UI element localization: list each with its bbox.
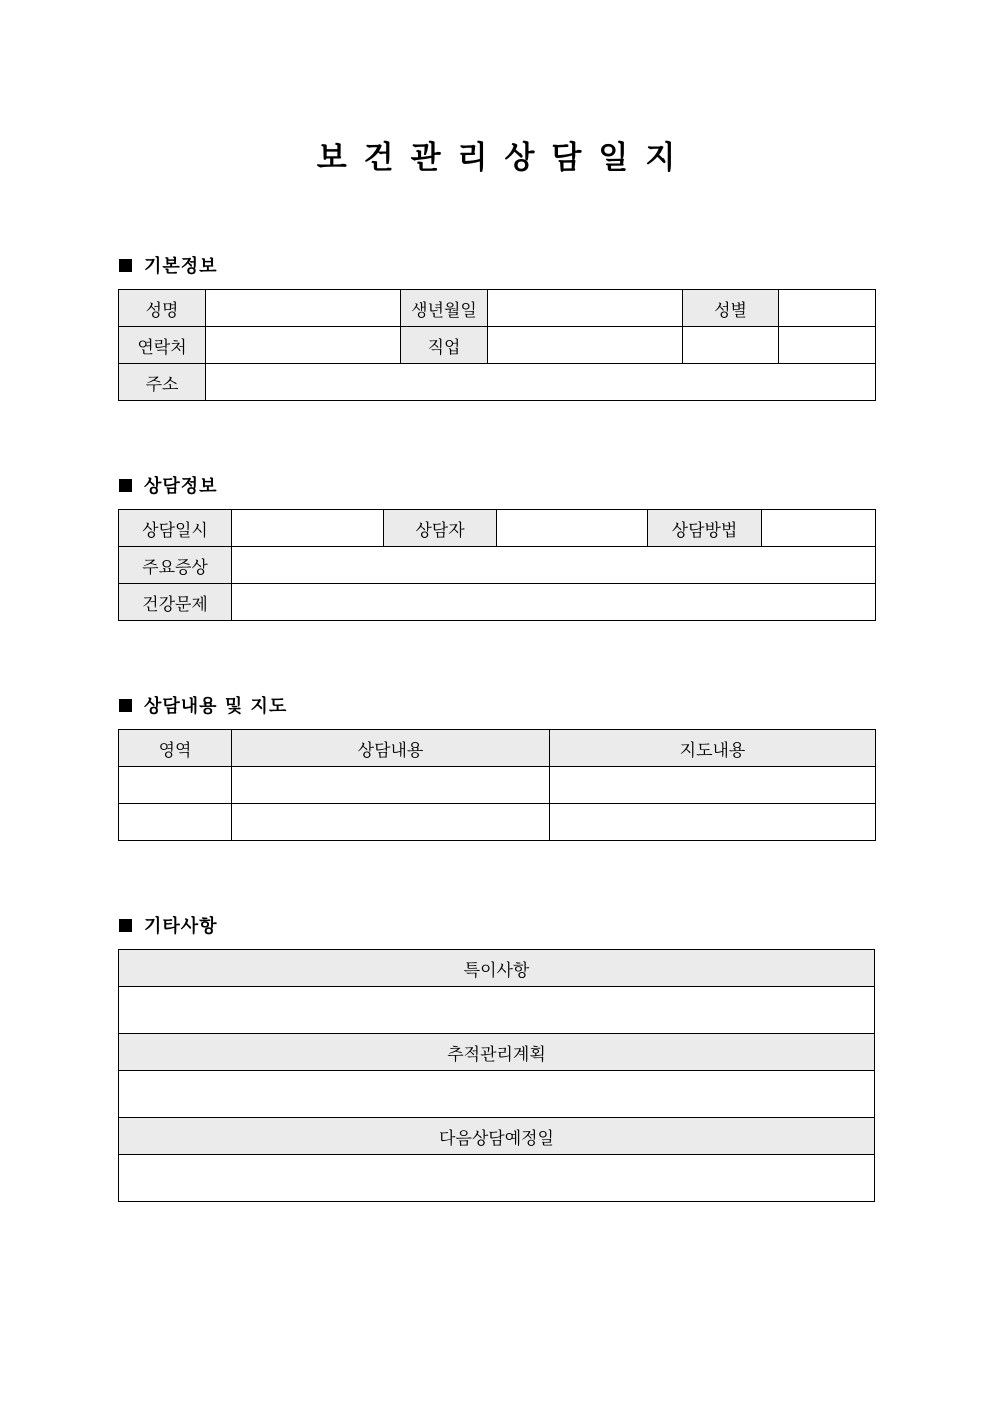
table-row — [119, 804, 876, 841]
contact-field[interactable] — [206, 327, 401, 364]
gender-field[interactable] — [779, 290, 876, 327]
symptoms-label: 주요증상 — [119, 547, 232, 584]
counselor-label: 상담자 — [384, 510, 497, 547]
birth-label: 생년월일 — [401, 290, 488, 327]
area-cell[interactable] — [119, 767, 232, 804]
square-bullet-icon — [119, 479, 132, 492]
square-bullet-icon — [119, 919, 132, 932]
address-field[interactable] — [206, 364, 876, 401]
guidance-cell[interactable] — [550, 804, 876, 841]
section-heading-label: 기타사항 — [144, 916, 218, 937]
notes-label: 특이사항 — [119, 950, 875, 987]
consult-content-table — [118, 729, 876, 841]
counselor-field[interactable] — [497, 510, 648, 547]
next-date-label: 다음상담예정일 — [119, 1118, 875, 1155]
area-cell[interactable] — [119, 804, 232, 841]
column-header-area: 영역 — [119, 730, 232, 767]
address-label: 주소 — [119, 364, 206, 401]
content-cell[interactable] — [232, 767, 550, 804]
section-heading-label: 상담정보 — [144, 476, 218, 497]
column-header-guidance: 지도내용 — [550, 730, 876, 767]
section-heading-label: 상담내용 및 지도 — [144, 696, 288, 717]
section-heading-etc — [119, 912, 218, 938]
name-field[interactable] — [206, 290, 401, 327]
followup-field[interactable] — [119, 1071, 875, 1118]
content-cell[interactable] — [232, 804, 550, 841]
followup-label: 추적관리계획 — [119, 1034, 875, 1071]
etc-table — [118, 949, 875, 1202]
empty-cell[interactable] — [779, 327, 876, 364]
guidance-cell[interactable] — [550, 767, 876, 804]
square-bullet-icon — [119, 259, 132, 272]
table-row — [119, 767, 876, 804]
basic-info-table — [118, 289, 876, 401]
section-heading-consult — [119, 472, 218, 498]
section-heading-label: 기본정보 — [144, 256, 218, 277]
job-label: 직업 — [401, 327, 488, 364]
health-issue-label: 건강문제 — [119, 584, 232, 621]
empty-cell[interactable] — [683, 327, 779, 364]
section-heading-content — [119, 692, 287, 718]
job-field[interactable] — [488, 327, 683, 364]
symptoms-field[interactable] — [232, 547, 876, 584]
method-label: 상담방법 — [648, 510, 762, 547]
square-bullet-icon — [119, 699, 132, 712]
contact-label: 연락처 — [119, 327, 206, 364]
datetime-field[interactable] — [232, 510, 384, 547]
gender-label: 성별 — [683, 290, 779, 327]
datetime-label: 상담일시 — [119, 510, 232, 547]
column-header-content: 상담내용 — [232, 730, 550, 767]
section-heading-basic — [119, 252, 218, 278]
method-field[interactable] — [762, 510, 876, 547]
notes-field[interactable] — [119, 987, 875, 1034]
birth-field[interactable] — [488, 290, 683, 327]
consult-info-table — [118, 509, 876, 621]
next-date-field[interactable] — [119, 1155, 875, 1202]
health-issue-field[interactable] — [232, 584, 876, 621]
page-title: 보건관리상담일지 — [316, 140, 693, 176]
name-label: 성명 — [119, 290, 206, 327]
